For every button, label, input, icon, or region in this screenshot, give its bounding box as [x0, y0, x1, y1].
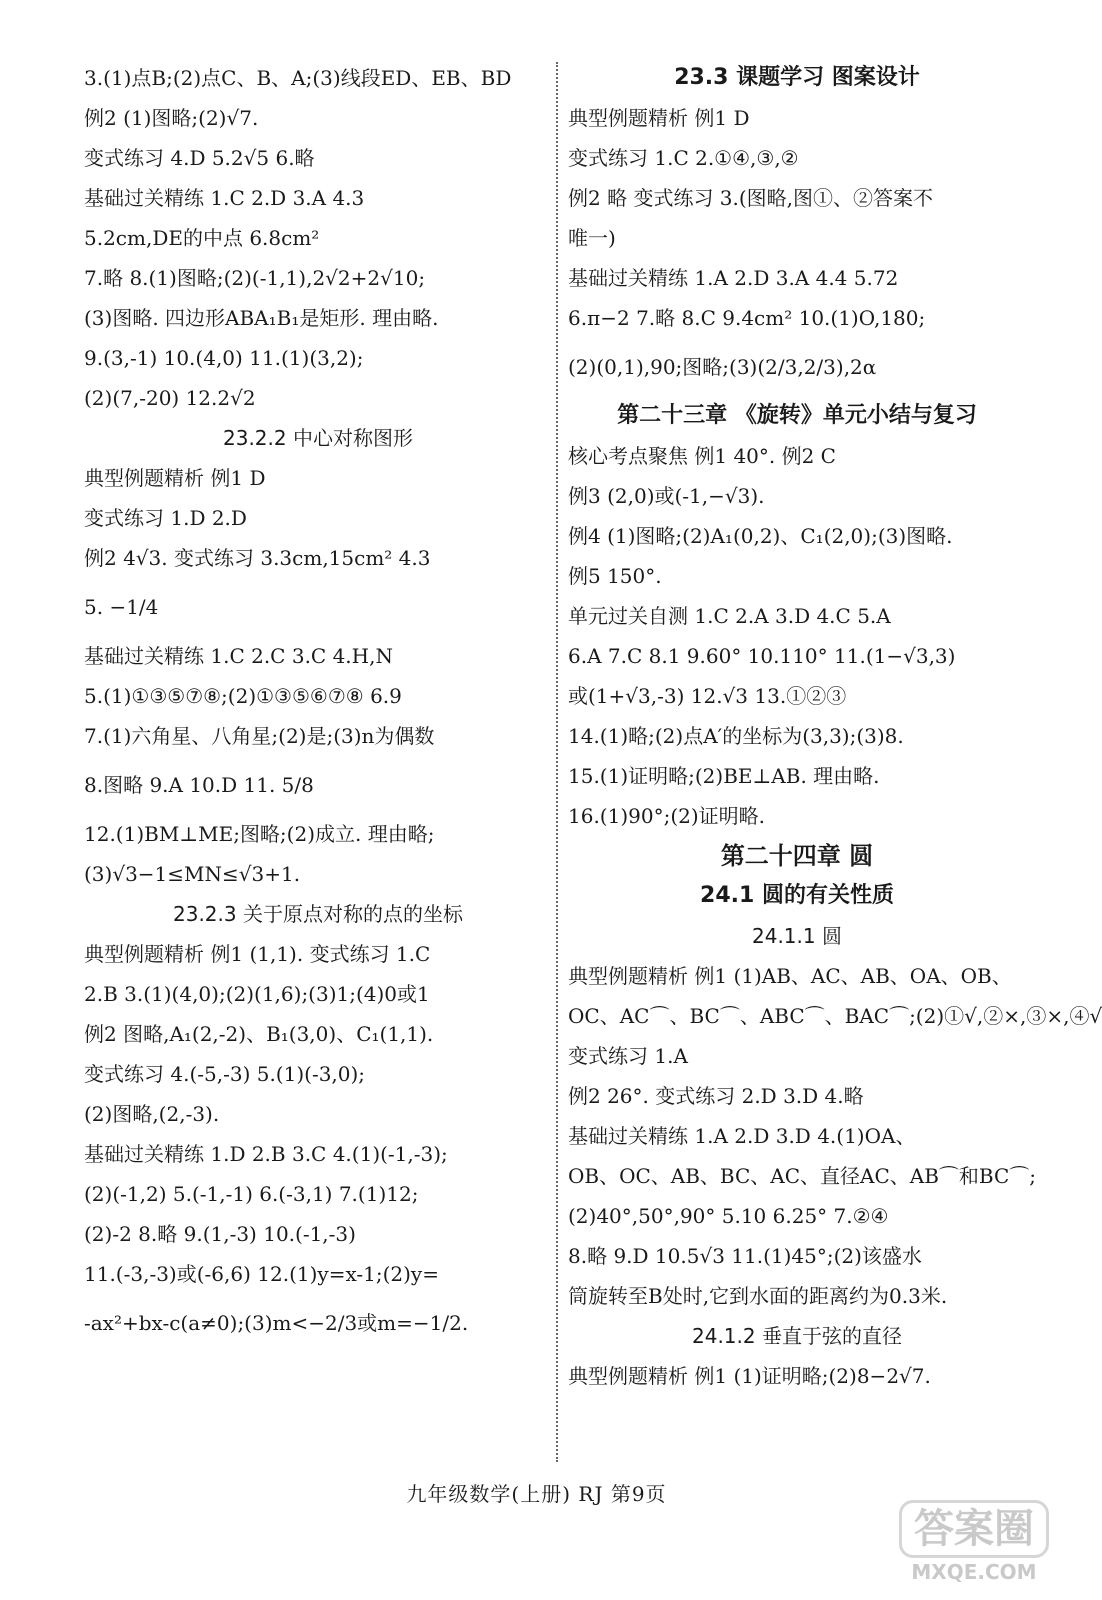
- answer-line: (2)40°,50°,90° 5.10 6.25° 7.②④: [568, 1204, 889, 1228]
- answer-line: 8.图略 9.A 10.D 11. 5/8: [84, 773, 314, 797]
- answer-line: (2)(0,1),90;图略;(3)(2/3,2/3),2α: [568, 355, 877, 379]
- answer-line: 例2 26°. 变式练习 2.D 3.D 4.略: [568, 1084, 864, 1108]
- answer-line: 典型例题精析 例1 D: [568, 106, 750, 130]
- right-column: [568, 58, 1102, 1396]
- section-heading: 23.2.2 中心对称图形: [223, 426, 413, 450]
- answer-line: (3)图略. 四边形ABA₁B₁是矩形. 理由略.: [84, 306, 439, 330]
- answer-line: 基础过关精练 1.A 2.D 3.A 4.4 5.72: [568, 266, 899, 290]
- section-heading: 24.1 圆的有关性质: [700, 883, 894, 908]
- answer-line: 5.2cm,DE的中点 6.8cm²: [84, 226, 320, 250]
- answer-line: 基础过关精练 1.A 2.D 3.D 4.(1)OA、: [568, 1124, 916, 1148]
- answer-line: 核心考点聚焦 例1 40°. 例2 C: [568, 444, 836, 468]
- watermark-logo: 答案圈: [899, 1500, 1049, 1558]
- answer-line: (2)图略,(2,-3).: [84, 1102, 220, 1126]
- left-column: [84, 58, 552, 1352]
- answer-line: 典型例题精析 例1 (1,1). 变式练习 1.C: [84, 942, 431, 966]
- answer-line: 变式练习 1.D 2.D: [84, 506, 247, 530]
- answer-line: 典型例题精析 例1 (1)证明略;(2)8−2√7.: [568, 1364, 931, 1388]
- answer-line: 8.略 9.D 10.5√3 11.(1)45°;(2)该盛水: [568, 1244, 922, 1268]
- answer-line: 例2 图略,A₁(2,-2)、B₁(3,0)、C₁(1,1).: [84, 1022, 434, 1046]
- answer-line: 典型例题精析 例1 D: [84, 466, 266, 490]
- answer-line: 7.(1)六角星、八角星;(2)是;(3)n为偶数: [84, 724, 435, 748]
- answer-line: 单元过关自测 1.C 2.A 3.D 4.C 5.A: [568, 604, 891, 628]
- answer-line: OB、OC、AB、BC、AC、直径AC、AB⌒和BC⌒;: [568, 1164, 1037, 1188]
- answer-line: 5. −1/4: [84, 595, 159, 619]
- answer-line: 3.(1)点B;(2)点C、B、A;(3)线段ED、EB、BD: [84, 66, 512, 90]
- answer-line: 例2 略 变式练习 3.(图略,图①、②答案不: [568, 186, 934, 210]
- watermark-url: MXQE.COM: [911, 1560, 1037, 1584]
- answer-line: -ax²+bx-c(a≠0);(3)m<−2/3或m=−1/2.: [84, 1311, 469, 1335]
- answer-line: 变式练习 4.(-5,-3) 5.(1)(-3,0);: [84, 1062, 366, 1086]
- answer-line: 9.(3,-1) 10.(4,0) 11.(1)(3,2);: [84, 346, 364, 370]
- answer-line: 5.(1)①③⑤⑦⑧;(2)①③⑤⑥⑦⑧ 6.9: [84, 684, 402, 708]
- section-heading: 第二十三章 《旋转》单元小结与复习: [617, 403, 977, 428]
- answer-line: 变式练习 1.A: [568, 1044, 688, 1068]
- section-heading: 23.2.3 关于原点对称的点的坐标: [173, 902, 463, 926]
- answer-line: 或(1+√3,-3) 12.√3 13.①②③: [568, 684, 847, 708]
- answer-line: 6.A 7.C 8.1 9.60° 10.110° 11.(1−√3,3): [568, 644, 956, 668]
- answer-line: 11.(-3,-3)或(-6,6) 12.(1)y=x-1;(2)y=: [84, 1262, 439, 1286]
- answer-line: 基础过关精练 1.D 2.B 3.C 4.(1)(-1,-3);: [84, 1142, 448, 1166]
- answer-line: 例4 (1)图略;(2)A₁(0,2)、C₁(2,0);(3)图略.: [568, 524, 953, 548]
- answer-line: 16.(1)90°;(2)证明略.: [568, 804, 766, 828]
- section-heading: 24.1.1 圆: [752, 924, 842, 948]
- answer-line: 例2 (1)图略;(2)√7.: [84, 106, 259, 130]
- answer-line: 基础过关精练 1.C 2.C 3.C 4.H,N: [84, 644, 393, 668]
- answer-line: 变式练习 4.D 5.2√5 6.略: [84, 146, 315, 170]
- answer-line: 14.(1)略;(2)点A′的坐标为(3,3);(3)8.: [568, 724, 904, 748]
- answer-line: 2.B 3.(1)(4,0);(2)(1,6);(3)1;(4)0或1: [84, 982, 430, 1006]
- answer-line: 筒旋转至B处时,它到水面的距离约为0.3米.: [568, 1284, 948, 1308]
- answer-line: 例2 4√3. 变式练习 3.3cm,15cm² 4.3: [84, 546, 431, 570]
- page-footer: 九年级数学(上册) RJ 第9页: [406, 1482, 667, 1506]
- answer-line: (3)√3−1≤MN≤√3+1.: [84, 862, 301, 886]
- answer-line: 唯一): [568, 226, 616, 250]
- section-heading: 23.3 课题学习 图案设计: [674, 65, 920, 90]
- column-divider: [556, 62, 558, 1462]
- answer-line: 12.(1)BM⊥ME;图略;(2)成立. 理由略;: [84, 822, 435, 846]
- watermark: [899, 1500, 1049, 1590]
- answer-line: 变式练习 1.C 2.①④,③,②: [568, 146, 799, 170]
- answer-line: (2)(-1,2) 5.(-1,-1) 6.(-3,1) 7.(1)12;: [84, 1182, 419, 1206]
- section-heading: 24.1.2 垂直于弦的直径: [692, 1324, 902, 1348]
- answer-line: 6.π−2 7.略 8.C 9.4cm² 10.(1)O,180;: [568, 306, 926, 330]
- answer-line: 7.略 8.(1)图略;(2)(-1,1),2√2+2√10;: [84, 266, 426, 290]
- answer-line: 15.(1)证明略;(2)BE⊥AB. 理由略.: [568, 764, 880, 788]
- answer-line: 基础过关精练 1.C 2.D 3.A 4.3: [84, 186, 365, 210]
- answer-line: 典型例题精析 例1 (1)AB、AC、AB、OA、OB、: [568, 964, 1012, 988]
- answer-line: 例3 (2,0)或(-1,−√3).: [568, 484, 765, 508]
- answer-line: 例5 150°.: [568, 564, 662, 588]
- answer-line: OC、AC⌒、BC⌒、ABC⌒、BAC⌒;(2)①√,②×,③×,④√: [568, 1004, 1102, 1028]
- answer-line: (2)(7,-20) 12.2√2: [84, 386, 256, 410]
- section-heading: 第二十四章 圆: [720, 842, 874, 870]
- answer-line: (2)-2 8.略 9.(1,-3) 10.(-1,-3): [84, 1222, 356, 1246]
